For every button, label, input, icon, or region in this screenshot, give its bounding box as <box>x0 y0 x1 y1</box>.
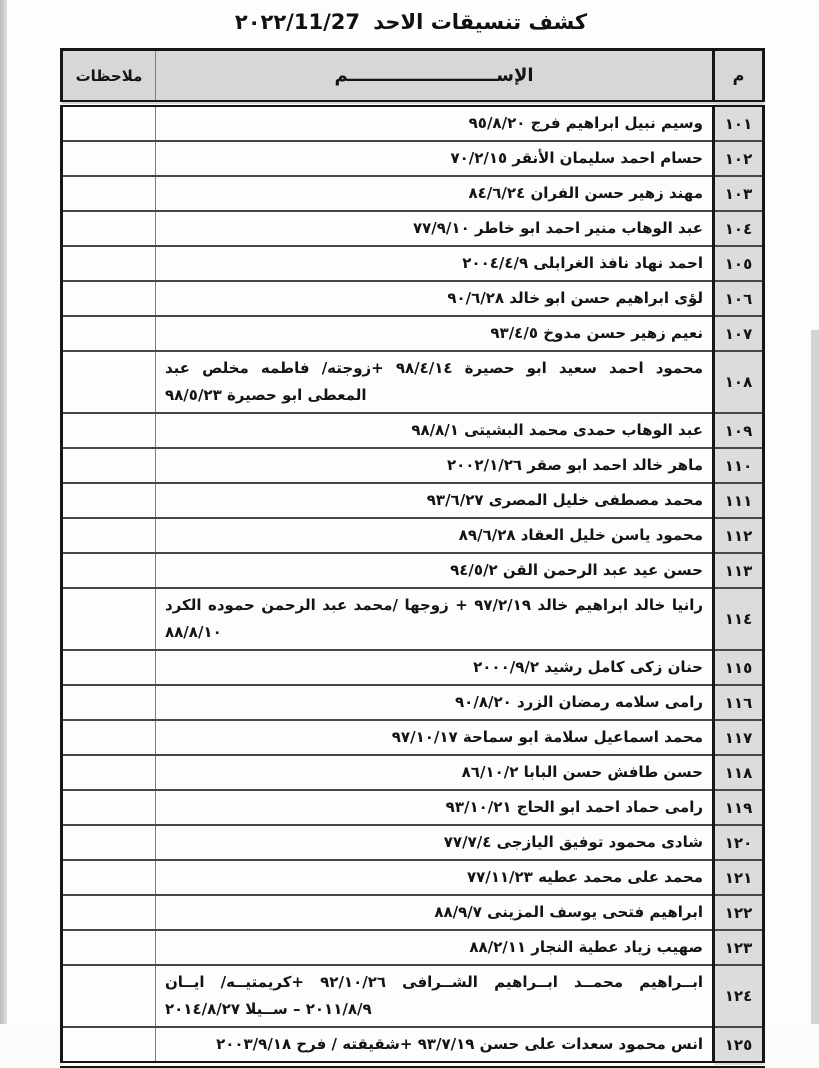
row-number-cell: ١٢١ <box>714 860 764 895</box>
table-row <box>62 176 764 211</box>
row-name-cell: رامى سلامه رمضان الزرد ٩٠/٨/٢٠ <box>156 685 714 720</box>
row-number-cell: ١٠٩ <box>714 413 764 448</box>
table-row <box>62 281 764 316</box>
right-page-edge <box>811 330 819 1024</box>
table-row <box>62 553 764 588</box>
left-page-edge <box>0 0 7 1024</box>
row-notes-cell <box>62 246 156 281</box>
row-notes-cell <box>62 588 156 650</box>
title-text: كشف تنسيقات الاحد <box>373 10 588 34</box>
row-number-cell: ١١٨ <box>714 755 764 790</box>
table-row <box>62 246 764 281</box>
row-name-cell: شادى محمود توفيق اليازجى ٧٧/٧/٤ <box>156 825 714 860</box>
row-name-cell: حسام احمد سليمان الأنقر ٧٠/٢/١٥ <box>156 141 714 176</box>
table-row <box>62 413 764 448</box>
table-row <box>62 650 764 685</box>
table-row <box>62 965 764 1027</box>
row-name-cell: محمد اسماعيل سلامة ابو سماحة ٩٧/١٠/١٧ <box>156 720 714 755</box>
table-row <box>62 104 764 142</box>
row-number-cell: ١٢٢ <box>714 895 764 930</box>
roster-table <box>60 48 765 1068</box>
row-notes-cell <box>62 281 156 316</box>
row-notes-cell <box>62 413 156 448</box>
row-name-cell: نعيم زهير حسن مدوخ ٩٣/٤/٥ <box>156 316 714 351</box>
header-notes: ملاحظات <box>62 50 156 104</box>
row-name-cell: رامى حماد احمد ابو الحاج ٩٣/١٠/٢١ <box>156 790 714 825</box>
row-number-cell: ١٢٤ <box>714 965 764 1027</box>
table-row <box>62 930 764 965</box>
row-name-cell: وسيم نبيل ابراهيم فرج ٩٥/٨/٢٠ <box>156 104 714 142</box>
row-notes-cell <box>62 553 156 588</box>
row-notes-cell <box>62 316 156 351</box>
row-name-cell: رانيا خالد ابراهيم خالد ٩٧/٢/١٩ + زوجها /محمد عبد الرحمن حموده الكرد ٨٨/٨/١٠ <box>156 588 714 650</box>
header-name: الإســــــــــــــــــــــــم <box>156 50 714 104</box>
row-name-cell: عبد الوهاب حمدى محمد البشيتى ٩٨/٨/١ <box>156 413 714 448</box>
row-notes-cell <box>62 895 156 930</box>
row-name-cell: حنان زكى كامل رشيد ٢٠٠٠/٩/٢ <box>156 650 714 685</box>
row-notes-cell <box>62 351 156 413</box>
row-notes-cell <box>62 965 156 1027</box>
row-name-cell: محمود ياسن خليل العقاد ٨٩/٦/٢٨ <box>156 518 714 553</box>
row-number-cell: ١٠٣ <box>714 176 764 211</box>
table-row <box>62 518 764 553</box>
row-name-cell: ابراهيم فتحى يوسف المزينى ٨٨/٩/٧ <box>156 895 714 930</box>
row-notes-cell <box>62 483 156 518</box>
table-row <box>62 860 764 895</box>
row-name-cell: ماهر خالد احمد ابو صقر ٢٠٠٢/١/٢٦ <box>156 448 714 483</box>
row-name-cell: ابــراهيم محمــد ابــراهيم الشــرافى ٩٢/١٠/٢٦ +كريمتيــه/ ايــان ٢٠١١/٨/٩ – ســيلا ٢٠١٤/٨/٢٧ <box>156 965 714 1027</box>
header-number: م <box>714 50 764 104</box>
row-notes-cell <box>62 755 156 790</box>
row-number-cell: ١٠٢ <box>714 141 764 176</box>
row-number-cell: ١١٢ <box>714 518 764 553</box>
row-notes-cell <box>62 104 156 142</box>
row-number-cell: ١٢٠ <box>714 825 764 860</box>
table-row <box>62 895 764 930</box>
row-name-cell: حسن عيد عبد الرحمن القن ٩٤/٥/٢ <box>156 553 714 588</box>
row-number-cell: ١١٠ <box>714 448 764 483</box>
row-notes-cell <box>62 825 156 860</box>
row-notes-cell <box>62 176 156 211</box>
roster-body <box>62 104 764 1065</box>
table-row <box>62 588 764 650</box>
table-row <box>62 720 764 755</box>
row-number-cell: ١١١ <box>714 483 764 518</box>
row-notes-cell <box>62 720 156 755</box>
row-number-cell: ١٢٥ <box>714 1027 764 1065</box>
row-notes-cell <box>62 518 156 553</box>
row-number-cell: ١١٩ <box>714 790 764 825</box>
row-number-cell: ١٠١ <box>714 104 764 142</box>
row-notes-cell <box>62 650 156 685</box>
row-notes-cell <box>62 790 156 825</box>
row-number-cell: ١١٣ <box>714 553 764 588</box>
row-name-cell: لؤى ابراهيم حسن ابو خالد ٩٠/٦/٢٨ <box>156 281 714 316</box>
page-title <box>60 10 762 34</box>
table-row <box>62 141 764 176</box>
row-name-cell: محمد على محمد عطيه ٧٧/١١/٢٣ <box>156 860 714 895</box>
row-number-cell: ١٠٧ <box>714 316 764 351</box>
row-number-cell: ١٠٨ <box>714 351 764 413</box>
table-row <box>62 790 764 825</box>
row-name-cell: انس محمود سعدات على حسن ٩٣/٧/١٩ +شقيقته / فرح ٢٠٠٣/٩/١٨ <box>156 1027 714 1065</box>
table-row <box>62 316 764 351</box>
row-name-cell: حسن طافش حسن البابا ٨٦/١٠/٢ <box>156 755 714 790</box>
header-row <box>62 50 764 104</box>
row-number-cell: ١٢٣ <box>714 930 764 965</box>
row-number-cell: ١٠٥ <box>714 246 764 281</box>
title-date: ٢٠٢٢/11/27 <box>234 10 360 34</box>
row-number-cell: ١٠٤ <box>714 211 764 246</box>
table-row <box>62 351 764 413</box>
row-notes-cell <box>62 448 156 483</box>
row-name-cell: عبد الوهاب منير احمد ابو خاطر ٧٧/٩/١٠ <box>156 211 714 246</box>
row-number-cell: ١١٤ <box>714 588 764 650</box>
row-number-cell: ١٠٦ <box>714 281 764 316</box>
table-row <box>62 685 764 720</box>
row-notes-cell <box>62 211 156 246</box>
row-notes-cell <box>62 685 156 720</box>
table-row <box>62 1027 764 1065</box>
row-number-cell: ١١٥ <box>714 650 764 685</box>
row-name-cell: محمود احمد سعيد ابو حصيرة ٩٨/٤/١٤ +زوجته/ فاطمه مخلص عبد المعطى ابو حصيرة ٩٨/٥/٢٣ <box>156 351 714 413</box>
row-notes-cell <box>62 930 156 965</box>
row-notes-cell <box>62 860 156 895</box>
table-row <box>62 211 764 246</box>
row-notes-cell <box>62 141 156 176</box>
row-name-cell: محمد مصطفى خليل المصرى ٩٣/٦/٢٧ <box>156 483 714 518</box>
table-row <box>62 448 764 483</box>
row-name-cell: مهند زهير حسن الفران ٨٤/٦/٢٤ <box>156 176 714 211</box>
row-number-cell: ١١٦ <box>714 685 764 720</box>
table-row <box>62 755 764 790</box>
table-row <box>62 825 764 860</box>
row-number-cell: ١١٧ <box>714 720 764 755</box>
table-row <box>62 483 764 518</box>
row-name-cell: احمد نهاد نافذ الغرابلى ٢٠٠٤/٤/٩ <box>156 246 714 281</box>
row-name-cell: صهيب زياد عطية النجار ٨٨/٢/١١ <box>156 930 714 965</box>
row-notes-cell <box>62 1027 156 1065</box>
